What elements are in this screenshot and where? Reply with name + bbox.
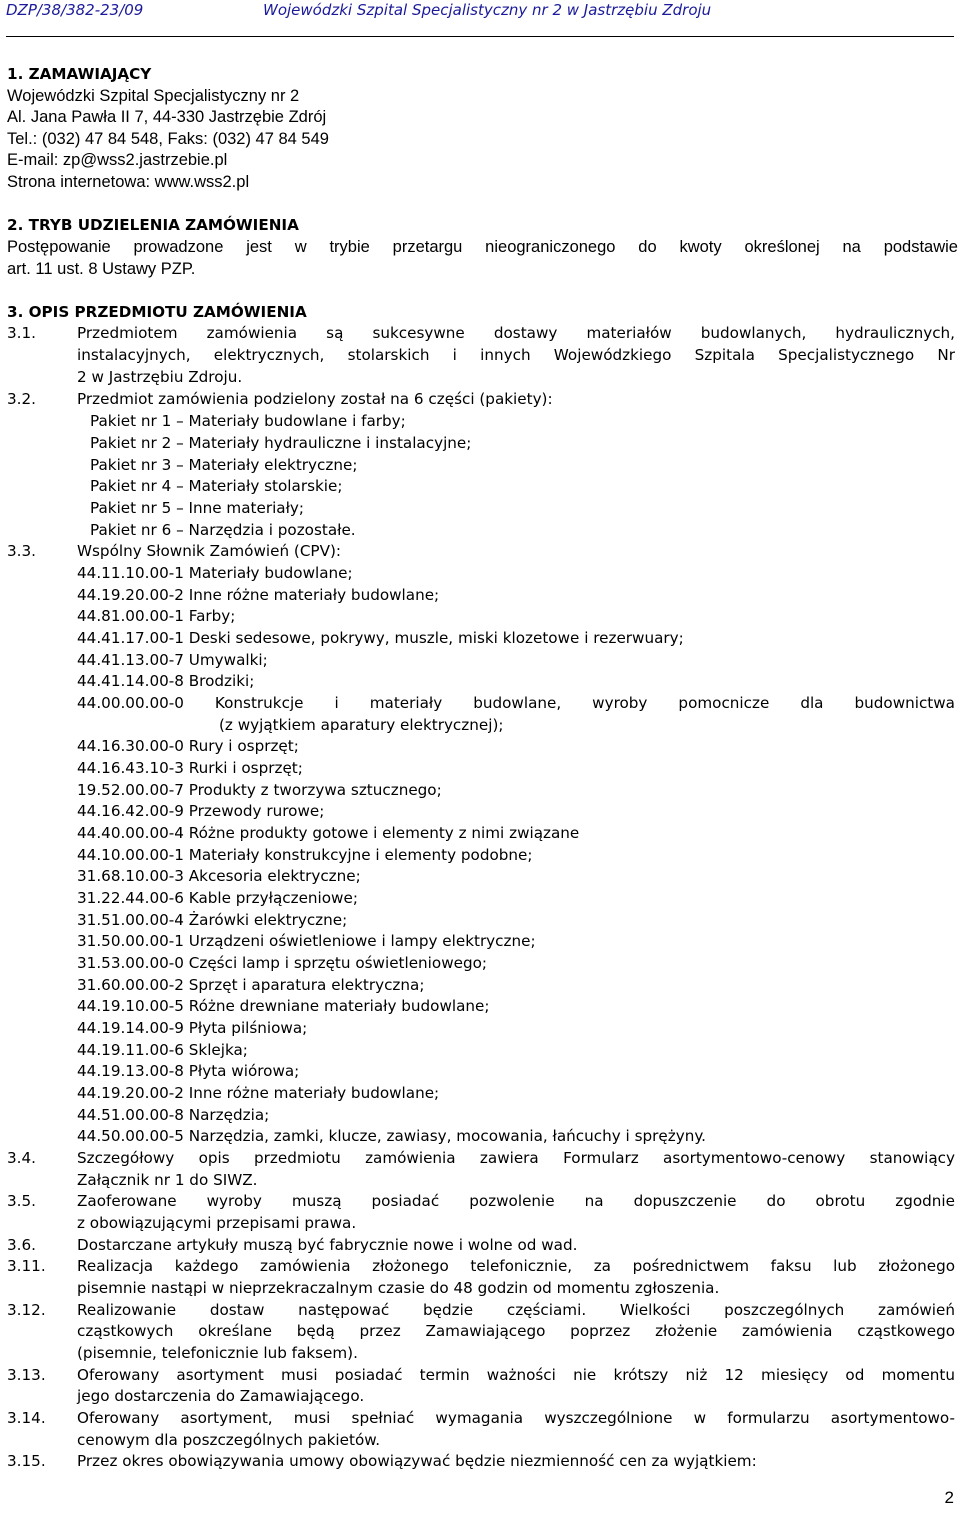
header-divider	[6, 36, 954, 37]
point-3-5-line-1: Zaoferowane wyroby muszą posiadać pozwolenie na dopuszczenie do obrotu zgodnie	[77, 1192, 955, 1210]
point-3-14-line-2: cenowym dla poszczególnych pakietów.	[77, 1431, 381, 1449]
point-3-2-line-1: Przedmiot zamówienia podzielony został na 6 części (pakiety):	[77, 390, 553, 408]
cpv-code-item: 44.19.20.00-2 Inne różne materiały budowlane;	[77, 1084, 440, 1102]
point-3-12-number: 3.12.	[7, 1301, 46, 1319]
point-3-14-number: 3.14.	[7, 1409, 46, 1427]
cpv-code-item: 44.10.00.00-1 Materiały konstrukcyjne i elementy podobne;	[77, 846, 533, 864]
point-3-13-line-2: jego dostarczenia do Zamawiającego.	[77, 1387, 365, 1405]
cpv-code-item: 44.19.11.00-6 Sklejka;	[77, 1041, 248, 1059]
authority-phone-fax: Tel.: (032) 47 84 548, Faks: (032) 47 84 549	[7, 129, 329, 148]
cpv-code-item: 31.60.00.00-2 Sprzęt i aparatura elektryczna;	[77, 976, 425, 994]
point-3-1-line-1: Przedmiotem zamówienia są sukcesywne dostawy materiałów budowlanych, hydraulicznych,	[77, 324, 955, 342]
cpv-code-item: 44.41.14.00-8 Brodziki;	[77, 672, 255, 690]
point-3-4-line-2: Załącznik nr 1 do SIWZ.	[77, 1171, 258, 1189]
point-3-11-line-2: pisemnie nastąpi w nieprzekraczalnym czasie do 48 godzin od momentu zgłoszenia.	[77, 1279, 720, 1297]
authority-name: Wojewódzki Szpital Specjalistyczny nr 2	[7, 86, 300, 105]
cpv-code-item: 44.19.20.00-2 Inne różne materiały budowlane;	[77, 586, 440, 604]
cpv-code-item-long-line-1: 44.00.00.00-0 Konstrukcje i materiały budowlane, wyroby pomocnicze dla budownictwa	[77, 694, 955, 712]
cpv-code-item: 44.50.00.00-5 Narzędzia, zamki, klucze, zawiasy, mocowania, łańcuchy i sprężyny.	[77, 1127, 706, 1145]
package-item: Pakiet nr 4 – Materiały stolarskie;	[90, 477, 343, 495]
point-3-1-number: 3.1.	[7, 324, 36, 342]
section-2-text-line-1: Postępowanie prowadzone jest w trybie przetargu nieograniczonego do kwoty określonej na podstawie	[7, 238, 958, 256]
point-3-1-line-3: 2 w Jastrzębiu Zdroju.	[77, 368, 243, 386]
point-3-14-line-1: Oferowany asortyment, musi spełniać wymagania wyszczególnione w formularzu asortymentowo-	[77, 1409, 955, 1427]
point-3-13-number: 3.13.	[7, 1366, 46, 1384]
section-2-title: 2. TRYB UDZIELENIA ZAMÓWIENIA	[7, 216, 299, 234]
cpv-code-item: 44.41.17.00-1 Deski sedesowe, pokrywy, muszle, miski klozetowe i rezerwuary;	[77, 629, 684, 647]
point-3-12-line-3: (pisemnie, telefonicznie lub faksem).	[77, 1344, 358, 1362]
point-3-15-line-1: Przez okres obowiązywania umowy obowiązywać będzie niezmienność cen za wyjątkiem:	[77, 1452, 757, 1470]
point-3-3-number: 3.3.	[7, 542, 36, 560]
point-3-4-line-1: Szczegółowy opis przedmiotu zamówienia zawiera Formularz asortymentowo-cenowy stanowiący	[77, 1149, 955, 1167]
page-header	[0, 0, 960, 22]
cpv-code-item: 44.81.00.00-1 Farby;	[77, 607, 236, 625]
point-3-5-number: 3.5.	[7, 1192, 36, 1210]
cpv-code-item: 19.52.00.00-7 Produkty z tworzywa sztucznego;	[77, 781, 442, 799]
authority-address: Al. Jana Pawła II 7, 44-330 Jastrzębie Zdrój	[7, 108, 327, 126]
cpv-code-item: 31.68.10.00-3 Akcesoria elektryczne;	[77, 867, 361, 885]
cpv-code-item: 44.41.13.00-7 Umywalki;	[77, 651, 268, 669]
cpv-code-item: 31.50.00.00-1 Urządzeni oświetleniowe i lampy elektryczne;	[77, 932, 536, 950]
page-number: 2	[944, 1488, 954, 1507]
point-3-6-number: 3.6.	[7, 1236, 36, 1254]
cpv-code-item: 31.53.00.00-0 Części lamp i sprzętu oświetleniowego;	[77, 954, 488, 972]
point-3-5-line-2: z obowiązującymi przepisami prawa.	[77, 1214, 357, 1232]
section-1-title: 1. ZAMAWIAJĄCY	[7, 65, 152, 83]
cpv-code-item: 44.16.42.00-9 Przewody rurowe;	[77, 802, 325, 820]
point-3-4-number: 3.4.	[7, 1149, 36, 1167]
cpv-code-item: 44.40.00.00-4 Różne produkty gotowe i elementy z nimi związane	[77, 824, 580, 842]
cpv-code-item: 44.19.13.00-8 Płyta wiórowa;	[77, 1062, 300, 1080]
point-3-2-number: 3.2.	[7, 390, 36, 408]
point-3-15-number: 3.15.	[7, 1452, 46, 1470]
package-item: Pakiet nr 2 – Materiały hydrauliczne i instalacyjne;	[90, 434, 472, 452]
point-3-6-line-1: Dostarczane artykuły muszą być fabrycznie nowe i wolne od wad.	[77, 1236, 578, 1254]
point-3-11-line-1: Realizacja każdego zamówienia złożonego telefonicznie, za pośrednictwem faksu lub złożonego	[77, 1257, 955, 1275]
cpv-code-item: 44.16.43.10-3 Rurki i osprzęt;	[77, 759, 303, 777]
cpv-code-item: 44.51.00.00-8 Narzędzia;	[77, 1106, 270, 1124]
cpv-code-item: 31.51.00.00-4 Żarówki elektryczne;	[77, 911, 348, 929]
package-item: Pakiet nr 5 – Inne materiały;	[90, 499, 305, 517]
section-2-text-line-2: art. 11 ust. 8 Ustawy PZP.	[7, 260, 196, 278]
point-3-12-line-2: cząstkowych określane będą przez Zamawiającego poprzez złożenie zamówienia cząstkowego	[77, 1322, 955, 1340]
cpv-code-item: 31.22.44.00-6 Kable przyłączeniowe;	[77, 889, 358, 907]
cpv-code-item-long-line-2: (z wyjątkiem aparatury elektrycznej);	[219, 716, 504, 734]
section-3-title: 3. OPIS PRZEDMIOTU ZAMÓWIENIA	[7, 303, 307, 321]
package-item: Pakiet nr 6 – Narzędzia i pozostałe.	[90, 521, 356, 539]
cpv-code-item: 44.11.10.00-1 Materiały budowlane;	[77, 564, 353, 582]
cpv-code-item: 44.19.10.00-5 Różne drewniane materiały budowlane;	[77, 997, 490, 1015]
point-3-3-line-1: Wspólny Słownik Zamówień (CPV):	[77, 542, 342, 560]
authority-website: Strona internetowa: www.wss2.pl	[7, 172, 250, 191]
authority-email: E-mail: zp@wss2.jastrzebie.pl	[7, 151, 228, 169]
package-item: Pakiet nr 3 – Materiały elektryczne;	[90, 456, 358, 474]
document-reference: DZP/38/382-23/09	[6, 1, 144, 19]
package-item: Pakiet nr 1 – Materiały budowlane i farby;	[90, 412, 406, 430]
point-3-12-line-1: Realizowanie dostaw następować będzie częściami. Wielkości poszczególnych zamówień	[77, 1301, 955, 1319]
point-3-13-line-1: Oferowany asortyment musi posiadać termin ważności nie krótszy niż 12 miesięcy od momentu	[77, 1366, 955, 1384]
point-3-11-number: 3.11.	[7, 1257, 46, 1275]
section-1-contracting-authority	[7, 64, 329, 193]
cpv-code-item: 44.16.30.00-0 Rury i osprzęt;	[77, 737, 299, 755]
point-3-1-line-2: instalacyjnych, elektrycznych, stolarskich i innych Wojewódzkiego Szpitala Specjalistycznego Nr	[77, 346, 955, 364]
header-hospital-name: Wojewódzki Szpital Specjalistyczny nr 2 w Jastrzębiu Zdroju	[263, 1, 712, 19]
cpv-code-item: 44.19.14.00-9 Płyta pilśniowa;	[77, 1019, 308, 1037]
